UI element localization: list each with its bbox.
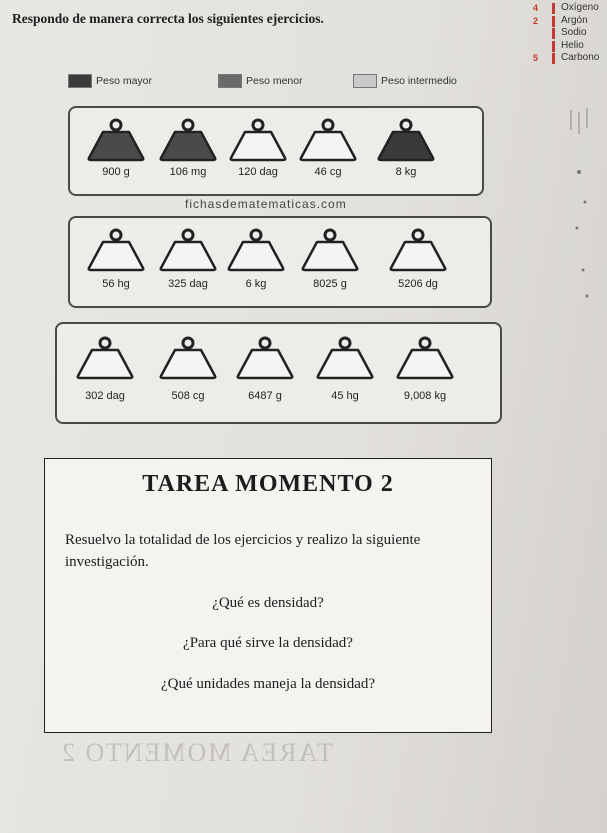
- weight-item: [382, 226, 454, 290]
- weight-icon: [295, 116, 361, 162]
- page-heading: Respondo de manera correcta los siguientes ejercicios.: [12, 11, 324, 26]
- task-box: [44, 458, 492, 733]
- legend-label: Peso menor: [246, 74, 303, 87]
- legend-label: Peso intermedio: [381, 74, 457, 87]
- elements-list-item: [531, 40, 607, 53]
- weight-item: [80, 116, 152, 178]
- margin-marks-icon: [565, 100, 595, 400]
- weight-label: 5206 dg: [398, 278, 438, 290]
- bleed-through-text: TAREA MOMENTO 2: [60, 738, 334, 767]
- element-number: 5: [533, 53, 539, 63]
- weight-icon: [223, 226, 289, 272]
- element-label: Sodio: [561, 27, 587, 38]
- element-number: 4: [533, 3, 539, 13]
- weight-label: 9,008 kg: [403, 390, 447, 402]
- element-label: Carbono: [561, 52, 600, 63]
- weight-item: [294, 226, 366, 290]
- weight-item: [222, 116, 294, 178]
- weight-icon: [385, 226, 451, 272]
- highlight-bar: [552, 16, 555, 27]
- highlight-bar: [552, 53, 555, 64]
- weight-icon: [155, 334, 221, 380]
- weight-label: 45 hg: [331, 390, 359, 402]
- weights-row-1: [68, 106, 484, 196]
- weight-label: 302 dag: [85, 390, 125, 402]
- element-label: Oxígeno: [561, 2, 599, 13]
- margin-marks: [565, 100, 595, 400]
- weight-icon: [83, 116, 149, 162]
- highlight-bar: [552, 3, 555, 14]
- weight-icon: [312, 334, 378, 380]
- weight-item: [152, 226, 224, 290]
- weights-row-3: [55, 322, 502, 424]
- legend-swatch: [218, 74, 242, 88]
- weight-icon: [72, 334, 138, 380]
- weight-item: [292, 116, 364, 178]
- weights-row-2: [68, 216, 492, 308]
- weight-item: [229, 334, 301, 402]
- weight-label: 325 dag: [168, 278, 208, 290]
- elements-list-item: [531, 2, 607, 15]
- weight-icon: [155, 226, 221, 272]
- elements-list-item: [531, 27, 607, 40]
- weight-item: [152, 116, 224, 178]
- legend-item-peso-intermedio: [353, 74, 457, 88]
- legend-item-peso-mayor: [68, 74, 152, 88]
- weight-label: 56 hg: [102, 278, 130, 290]
- weight-item: [69, 334, 141, 402]
- weight-item: [80, 226, 152, 290]
- weight-label: 6487 g: [248, 390, 282, 402]
- highlight-bar: [552, 28, 555, 39]
- weight-label: 106 mg: [169, 166, 207, 178]
- weight-item: [152, 334, 224, 402]
- question-3: ¿Qué unidades maneja la densidad?: [160, 676, 376, 692]
- question-2: ¿Para qué sirve la densidad?: [183, 635, 353, 651]
- weight-icon: [83, 226, 149, 272]
- elements-list: [531, 2, 607, 65]
- weight-item: [220, 226, 292, 290]
- weight-label: 6 kg: [245, 278, 267, 290]
- weight-icon: [392, 334, 458, 380]
- weight-label: 46 cg: [314, 166, 342, 178]
- legend-label: Peso mayor: [96, 74, 153, 87]
- weight-label: 508 cg: [171, 390, 205, 402]
- question-1: ¿Qué es densidad?: [212, 595, 324, 611]
- highlight-bar: [552, 41, 555, 52]
- legend-swatch: [353, 74, 377, 88]
- task-instructions: Resuelvo la totalidad de los ejercicios y realizo la siguiente investigación.: [65, 532, 421, 570]
- task-title: TAREA MOMENTO 2: [142, 471, 394, 497]
- weight-icon: [155, 116, 221, 162]
- weight-icon: [373, 116, 439, 162]
- weight-label: 8025 g: [313, 278, 347, 290]
- legend-swatch: [68, 74, 92, 88]
- elements-list-item: [531, 52, 607, 65]
- weight-item: [389, 334, 461, 402]
- weight-legend: [68, 74, 508, 94]
- website-label: fichasdematematicas.com: [185, 197, 347, 211]
- weight-icon: [225, 116, 291, 162]
- element-label: Argón: [561, 14, 588, 26]
- weight-label: 900 g: [102, 166, 130, 178]
- weight-label: 120 dag: [238, 166, 278, 178]
- element-label: Helio: [561, 39, 584, 51]
- element-number: 2: [533, 15, 539, 26]
- elements-list-item: [531, 15, 607, 28]
- legend-item-peso-menor: [218, 74, 303, 88]
- weight-label: 8 kg: [395, 166, 417, 178]
- weight-icon: [232, 334, 298, 380]
- weight-item: [309, 334, 381, 402]
- weight-item: [370, 116, 442, 178]
- weight-icon: [297, 226, 363, 272]
